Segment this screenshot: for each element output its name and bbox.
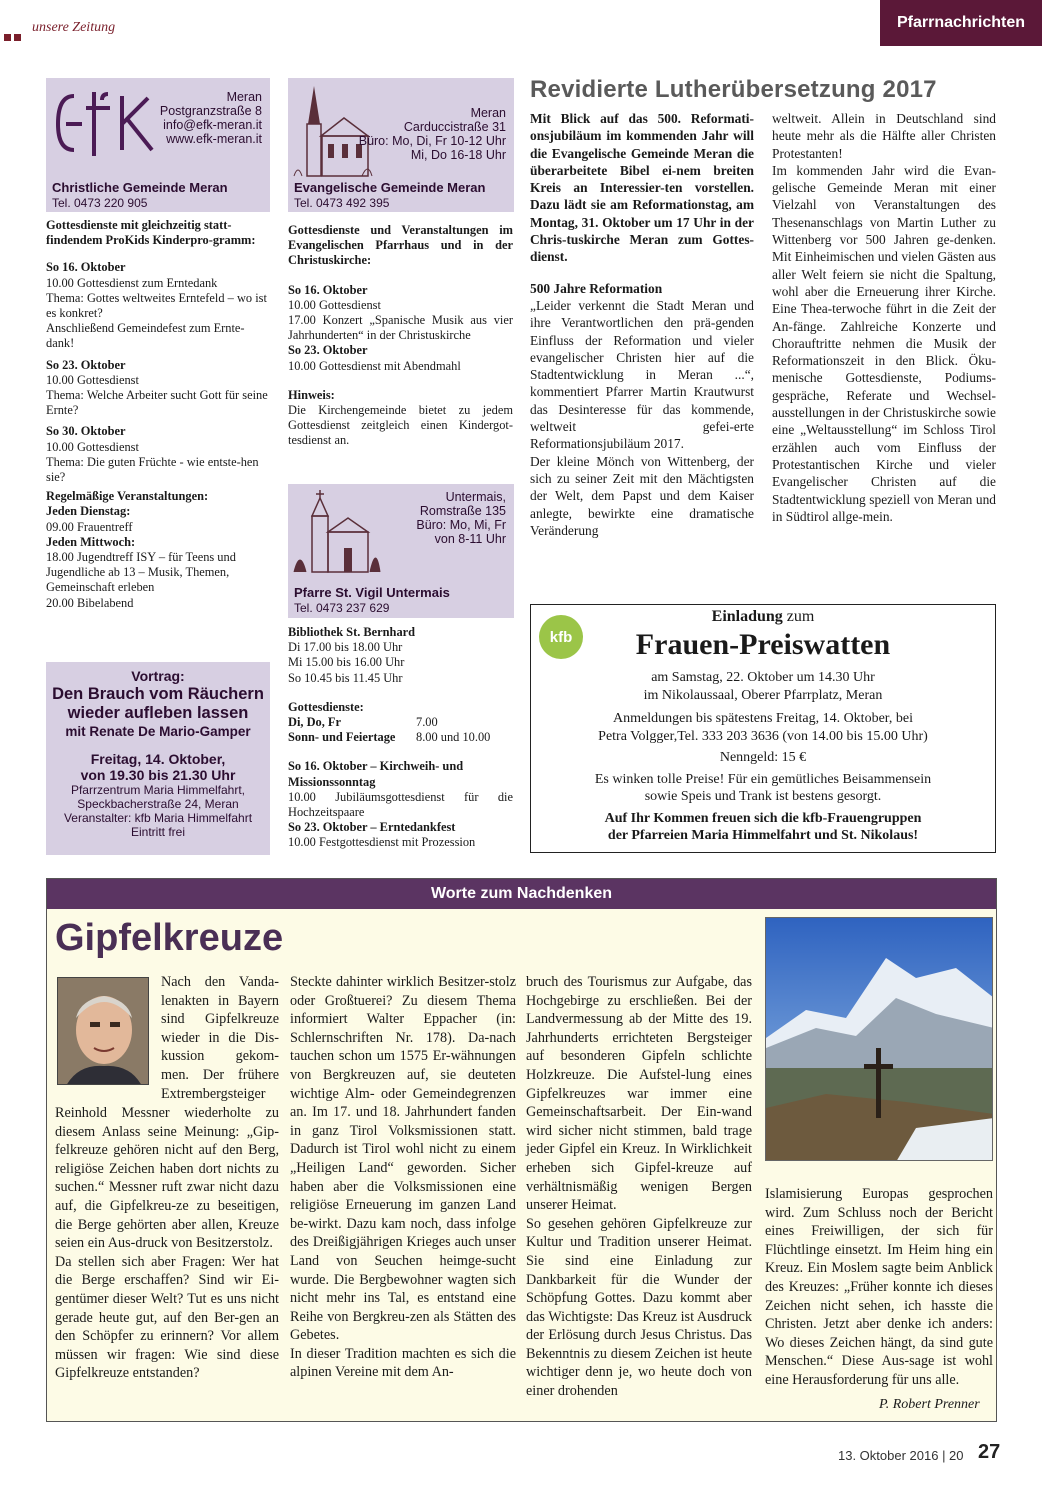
stvigil-event-2-text: 10.00 Festgottesdienst mit Prozession (288, 835, 476, 850)
summit-cross-photo (765, 917, 993, 1161)
worte-col-2b-text: In dieser Tradition machten es sich die alpinen Vereine mit dem An- (290, 1345, 516, 1381)
luther-lead: Mit Blick auf das 500. Reformati-onsjubiläum im kommenden Jahr will die Evangelische Gemeinde Meran die überarbeitete Bibel ei-nem breiten Kreis an Interessier-ten vorstellen. Dazu lädt sie am Reformationstag, am Montag, 31. Oktober um 17 Uhr in der Chris-tuskirche Meran zum Gottes-dienst. (530, 111, 754, 265)
evangelisch-event-2-date: So 23. Oktober (288, 343, 368, 358)
kfb-zum: zum (786, 608, 815, 625)
luther-title: Revidierte Lutherübersetzung 2017 (530, 76, 937, 103)
kfb-line-8: Auf Ihr Kommen freuen sich die kfb-Frauengruppen (604, 810, 922, 826)
luther-body-1: „Leider verkennt die Stadt Meran und ihre Verantwortlichen den prä-genden Einfluss der Reformation und vieler evangelischer Christen hier auf die Stadtentwicklung in Meran ...“, kommentiert Pfarrer Martin Krautwurst das Desinteresse für das kommende, weltweit gefei-erte Reformationsjubiläum 2017. (530, 297, 754, 452)
worte-col-1c-text: Da stellen sich aber Fragen: Wer hat die Berge erschaffen? Sind wir Ei-gentümer dieser Welt? Tut es uns nicht gerade heute gut, auf den Ber-gen an den Schöpfer zu erinnern? Vor allem müssen wir fragen: Wie sind diese Gipfelkreuze entstanden? (55, 1253, 279, 1382)
efk-event-1-line-1: 10.00 Gottesdienst zum Erntedank (46, 275, 218, 290)
stvigil-office-2: von 8-11 Uhr (434, 532, 506, 546)
vortrag-place-2: Speckbacherstraße 24, Meran (77, 797, 239, 811)
evangelisch-event-2-line-1: 10.00 Gottesdienst mit Abendmahl (288, 358, 461, 373)
evangelisch-hint: Die Kirchengemeinde bietet zu jedem Gottesdienst zeitgleich einen Kindergot-tesdienst an. (288, 403, 513, 448)
worte-col-2a-text: Steckte dahinter wirklich Besitzer-stolz oder Großtuerei? Zu diesem Thema informiert Walter Eppacher (in: Schlernschriften Nr. 178). Da-nach tauchen schon um 1575 Er-wähnungen von Bergkreuzen auf, sie deuteten wichtige Alm- oder Gemeindegrenzen an. Im 17. und 18. Jahrhundert fanden in ganz Tirol Volksmissionen statt. Dadurch ist Tirol wohl nicht zu einem „Heiligen Land“ geworden. Sicher haben aber die Volksmissionen eine religiöse Erneuerung im ganzen Land be-wirkt. Dazu kam noch, dass infolge des Dreißigjährigen Krieges auch unser Land von Seuchen heimge-sucht wurde. Die Bergbewohner wagten sich nicht mehr ins Tal, es entstand eine Reihe von Bergkreu-zen als Stätten des Gebetes. (290, 974, 516, 1344)
stvigil-event-1-date: So 16. Oktober – Kirchweih- und Missionssonntag (288, 759, 464, 789)
luther-col-1 (530, 110, 754, 539)
stvigil-service-1-time: 7.00 (416, 715, 438, 730)
kfb-line-4: Petra Volgger,Tel. 333 203 3636 (von 14.00 bis 15.00 Uhr) (598, 728, 928, 744)
efk-intro: Gottesdienste mit gleichzeitig statt-findendem ProKids Kinderpro-gramm: (46, 218, 256, 248)
stvigil-service-1-days: Di, Do, Fr (288, 715, 341, 730)
evangelisch-street: Carduccistraße 31 (403, 120, 506, 134)
efk-address (122, 90, 262, 146)
paper-name: unsere Zeitung (32, 20, 116, 35)
stvigil-event-1-text: 10.00 Jubiläumsgottesdienst für die Hochzeitspaare (288, 789, 513, 820)
portrait-image (58, 978, 149, 1085)
vortrag-label: Vortrag: (131, 668, 185, 684)
luther-subhead: 500 Jahre Reformation (530, 280, 663, 296)
efk-event-2-line-1: 10.00 Gottesdienst (46, 372, 139, 387)
kfb-invitation-box (530, 604, 996, 853)
vortrag-time: von 19.30 bis 21.30 Uhr (80, 767, 236, 783)
stvigil-office-1: Büro: Mo, Mi, Fr (416, 518, 506, 532)
worte-col-4-text: Islamisierung Europas gesprochen wird. Zum Schluss noch der Bericht eines Freiwilligen, der sich für Flüchtlinge einsetzt. Im Heim hing ein Kreuz. Ein Moslem sagte beim Anblick des Kreuzes: „Früher konnte ich dieses Zeichen nicht sehen, ich hasste die Christen. Jetzt aber denke ich anders: Wo dieses Zeichen hängt, da sind gute Menschen.“ Diese Aus-sage ist wohl eine Herausforderung für uns alle. (765, 1186, 993, 1388)
evangelisch-column (288, 223, 513, 449)
worte-author: P. Robert Prenner (879, 1397, 980, 1412)
stvigil-name: Pfarre St. Vigil Untermais (294, 585, 450, 600)
worte-col-3a-text: bruch des Tourismus zur Aufgabe, das Hochgebirge zu erschließen. Bei der Landvermessung ab der Mitte des 19. Jahrhunderts errichteten Bergsteiger auf besonderen Gipfeln schlichte Holzkreuze. Die Aufstel-lung eines Gipfelkreuzes war immer eine Gemeinschaftsarbeit. Der Ein-wand wird sicher nicht stimmen, bald trage jeder Gipfel ein Kreuz. In Wirklichkeit erheben sich Gipfel-kreuze auf verhältnismäßig wenigen Bergen unserer Heimat. (526, 974, 752, 1214)
kfb-line-7: sowie Speis und Trank ist bestens gesorgt. (644, 789, 882, 804)
evangelisch-tel: Tel. 0473 492 395 (294, 196, 390, 210)
evangelisch-intro: Gottesdienste und Veranstaltungen im Evangelischen Pfarrhaus und in der Christuskirche: (288, 223, 513, 268)
page-number: 27 (978, 1441, 1001, 1463)
efk-column (46, 218, 268, 611)
evangelisch-event-1-line-2: 17.00 Konzert „Spanische Musik aus vier Jahrhunderten“ in der Christuskirche (288, 313, 513, 343)
header-squares (4, 28, 28, 36)
efk-event-1-line-2: Thema: Gottes weltweites Erntefeld – wo ist es konkret? (46, 290, 267, 321)
evangelisch-hint-title: Hinweis: (288, 387, 335, 402)
stvigil-address (386, 490, 506, 546)
mountain-image (766, 918, 993, 1161)
vortrag-title: Den Brauch vom Räuchern wieder aufleben lassen (52, 685, 264, 722)
worte-col-1b-text: Reinhold Messner wiederholte zu diesem Anlass seine Meinung: „Gip-felkreuze gehören nicht auf den Berg, religiöse Zeichen haben dort nichts zu suchen.“ Messner ruft zwar nicht dazu auf, die Gipfelkreu-ze zu beseitigen, die Berge gehörten aber allen, Kreuze seien ein Aus-druck von Besitzerstolz. (55, 1105, 279, 1252)
kfb-line-5: Nenngeld: 15 € (719, 750, 807, 765)
vortrag-place-1: Pfarrzentrum Maria Himmelfahrt, (70, 783, 246, 797)
kfb-line-1: am Samstag, 22. Oktober um 14.30 Uhr (651, 670, 875, 685)
worte-col-4 (765, 1185, 993, 1390)
kfb-line-2: im Nikolaussaal, Oberer Pfarrplatz, Meran (643, 687, 883, 703)
stvigil-service-2-time: 8.00 und 10.00 (416, 730, 491, 745)
stvigil-street: Romstraße 135 (419, 504, 506, 518)
stvigil-tel: Tel. 0473 237 629 (294, 601, 390, 615)
vortrag-speaker: mit Renate De Mario-Gamper (65, 724, 251, 739)
efk-event-2-date: So 23. Oktober (46, 357, 126, 372)
evangelisch-event-1-line-1: 10.00 Gottesdienst (288, 297, 381, 312)
stvigil-library-title: Bibliothek St. Bernhard (288, 625, 416, 639)
gipfel-title: Gipfelkreuze (55, 917, 284, 959)
stvigil-library-2: Mi 15.00 bis 16.00 Uhr (288, 655, 405, 670)
evangelisch-event-1-date: So 16. Oktober (288, 282, 368, 297)
footer-date: 13. Oktober 2016 | 20 (838, 1448, 964, 1463)
stvigil-services-title: Gottesdienste: (288, 699, 364, 714)
efk-event-2-line-2: Thema: Welche Arbeiter sucht Gott für seine Ernte? (46, 388, 268, 418)
efk-event-3-line-1: 10.00 Gottesdienst (46, 439, 139, 454)
section-title: Pfarrnachrichten (880, 0, 1042, 46)
kfb-logo-icon: kfb (539, 615, 583, 659)
efk-city: Meran (226, 90, 262, 104)
evangelisch-info-box (288, 78, 514, 212)
efk-email[interactable]: info@efk-meran.it (163, 118, 262, 132)
luther-body-4: Im kommenden Jahr wird die Evan-gelische Gemeinde Meran mit einer Vielzahl von Veranstaltungen des Thesenanschlags von Martin Luther zu Wittenberg vor 500 Jahren ge-denken. Mit Einheimischen und vielen Gästen aus aller Welt feiern sie nicht die Spaltung, wohl aber die Erneuerung ihrer Kirche. Eine Thea-terwoche führt in die Zeit der An-fänge. Zahlreiche Konzerte und Chorauftritte nehmen die Musik der Reformationszeit in den Blick. Öku-menische Gottesdienste, Podiums-gespräche, Referate und Wechsel-ausstellungen in der Christuskirche sowie eine „Weltausstellung“ im Schloss Tirol erzählen auch vom Einfluss der Protestantischen Kirche und vieler Evangelischer Christen auf die Stadtentwicklung speziell von Meran und in Südtirol allge-mein. (772, 162, 996, 524)
vortrag-date: Freitag, 14. Oktober, (90, 751, 226, 767)
efk-info-box (46, 78, 270, 212)
worte-col-1b (55, 1104, 279, 1383)
evangelisch-city: Meran (470, 106, 506, 120)
efk-name: Christliche Gemeinde Meran (52, 180, 228, 195)
efk-regular-title: Regelmäßige Veranstaltungen: (46, 489, 209, 504)
kfb-line-3: Anmeldungen bis spätestens Freitag, 14. Oktober, bei (613, 711, 913, 726)
luther-col-2 (772, 110, 996, 525)
kfb-line-9: der Pfarreien Maria Himmelfahrt und St. Nikolaus! (607, 828, 919, 843)
evangelisch-office-2: Mi, Do 16-18 Uhr (410, 148, 506, 162)
luther-body-3: weltweit. Allein in Deutschland sind heute mehr als die Hälfte aller Christen Protestanten! (772, 111, 996, 161)
author-portrait (57, 977, 149, 1085)
stvigil-drawing (292, 488, 382, 578)
efk-event-3-line-2: Thema: Die guten Früchte - wie entste-hen sie? (46, 454, 259, 485)
efk-tuesday: 09.00 Frauentreff (46, 519, 133, 534)
worte-col-2 (290, 973, 516, 1382)
efk-tel: Tel. 0473 220 905 (52, 196, 148, 210)
vortrag-box (46, 662, 270, 855)
evangelisch-name: Evangelische Gemeinde Meran (294, 180, 486, 195)
efk-street: Postgranzstraße 8 (159, 104, 262, 118)
kfb-line-6: Es winken tolle Preise! Für ein gemütliches Beisammensein (594, 771, 932, 787)
stvigil-city: Untermais, (445, 490, 506, 504)
luther-body-2: Der kleine Mönch von Wittenberg, der sich zu seiner Zeit mit den Mächtigsten der Welt, dem Papst und dem Kaiser anlegte, bewirkte eine dramatische Veränderung (530, 453, 754, 538)
efk-wednesday: 18.00 Jugendtreff ISY – für Teens und Jugendliche ab 13 – Musik, Themen, Gemeinschaft erleben (46, 550, 236, 595)
efk-event-1-line-3: Anschließend Gemeindefest zum Ernte-dank! (46, 321, 245, 351)
efk-event-1-date: So 16. Oktober (46, 260, 126, 275)
stvigil-column (288, 625, 513, 851)
efk-wednesday-2: 20.00 Bibelabend (46, 595, 134, 610)
chapel-icon (292, 488, 382, 578)
evangelisch-address (356, 106, 506, 162)
worte-bar: Worte zum Nachdenken (47, 879, 996, 909)
stvigil-info-box (288, 484, 514, 618)
worte-col-1a: Nach den Vanda-lenakten in Bayern sind Gipfelkreuze wieder in die Dis-kussion gekom-men. Der frühere Extrembergsteiger (161, 974, 279, 1102)
efk-wednesday-title: Jeden Mittwoch: (46, 534, 136, 549)
stvigil-event-2-date: So 23. Oktober – Erntedankfest (288, 820, 456, 835)
stvigil-library-1: Di 17.00 bis 18.00 Uhr (288, 640, 403, 655)
efk-event-3-date: So 30. Oktober (46, 424, 126, 439)
worte-col-3b-text: So gesehen gehören Gipfelkreuze zur Kultur und Tradition unserer Heimat. Sie sind eine Einladung zur Dankbarkeit für die Wunder der Schöpfung Gottes. Dazu kommt aber das Wichtigste: Das Kreuz ist Ausdruck der Erlösung durch Jesus Christus. Das Bekenntnis zu diesem Zeichen ist heute wichtiger denn je, wo heute doch von einer drohenden (526, 1215, 752, 1400)
stvigil-library-3: So 10.45 bis 11.45 Uhr (288, 670, 403, 685)
vortrag-entry: Eintritt frei (130, 825, 185, 839)
vortrag-organizer: Veranstalter: kfb Maria Himmelfahrt (63, 811, 253, 825)
worte-col-3 (526, 973, 752, 1401)
kfb-title: Frauen-Preiswatten (635, 628, 891, 661)
stvigil-service-2-days: Sonn- und Feiertage (288, 730, 396, 745)
evangelisch-office-1: Büro: Mo, Di, Fr 10-12 Uhr (358, 134, 506, 148)
efk-tuesday-title: Jeden Dienstag: (46, 504, 131, 519)
efk-web[interactable]: www.efk-meran.it (166, 132, 262, 146)
kfb-einladung: Einladung (711, 608, 783, 625)
worte-box (46, 878, 997, 1422)
